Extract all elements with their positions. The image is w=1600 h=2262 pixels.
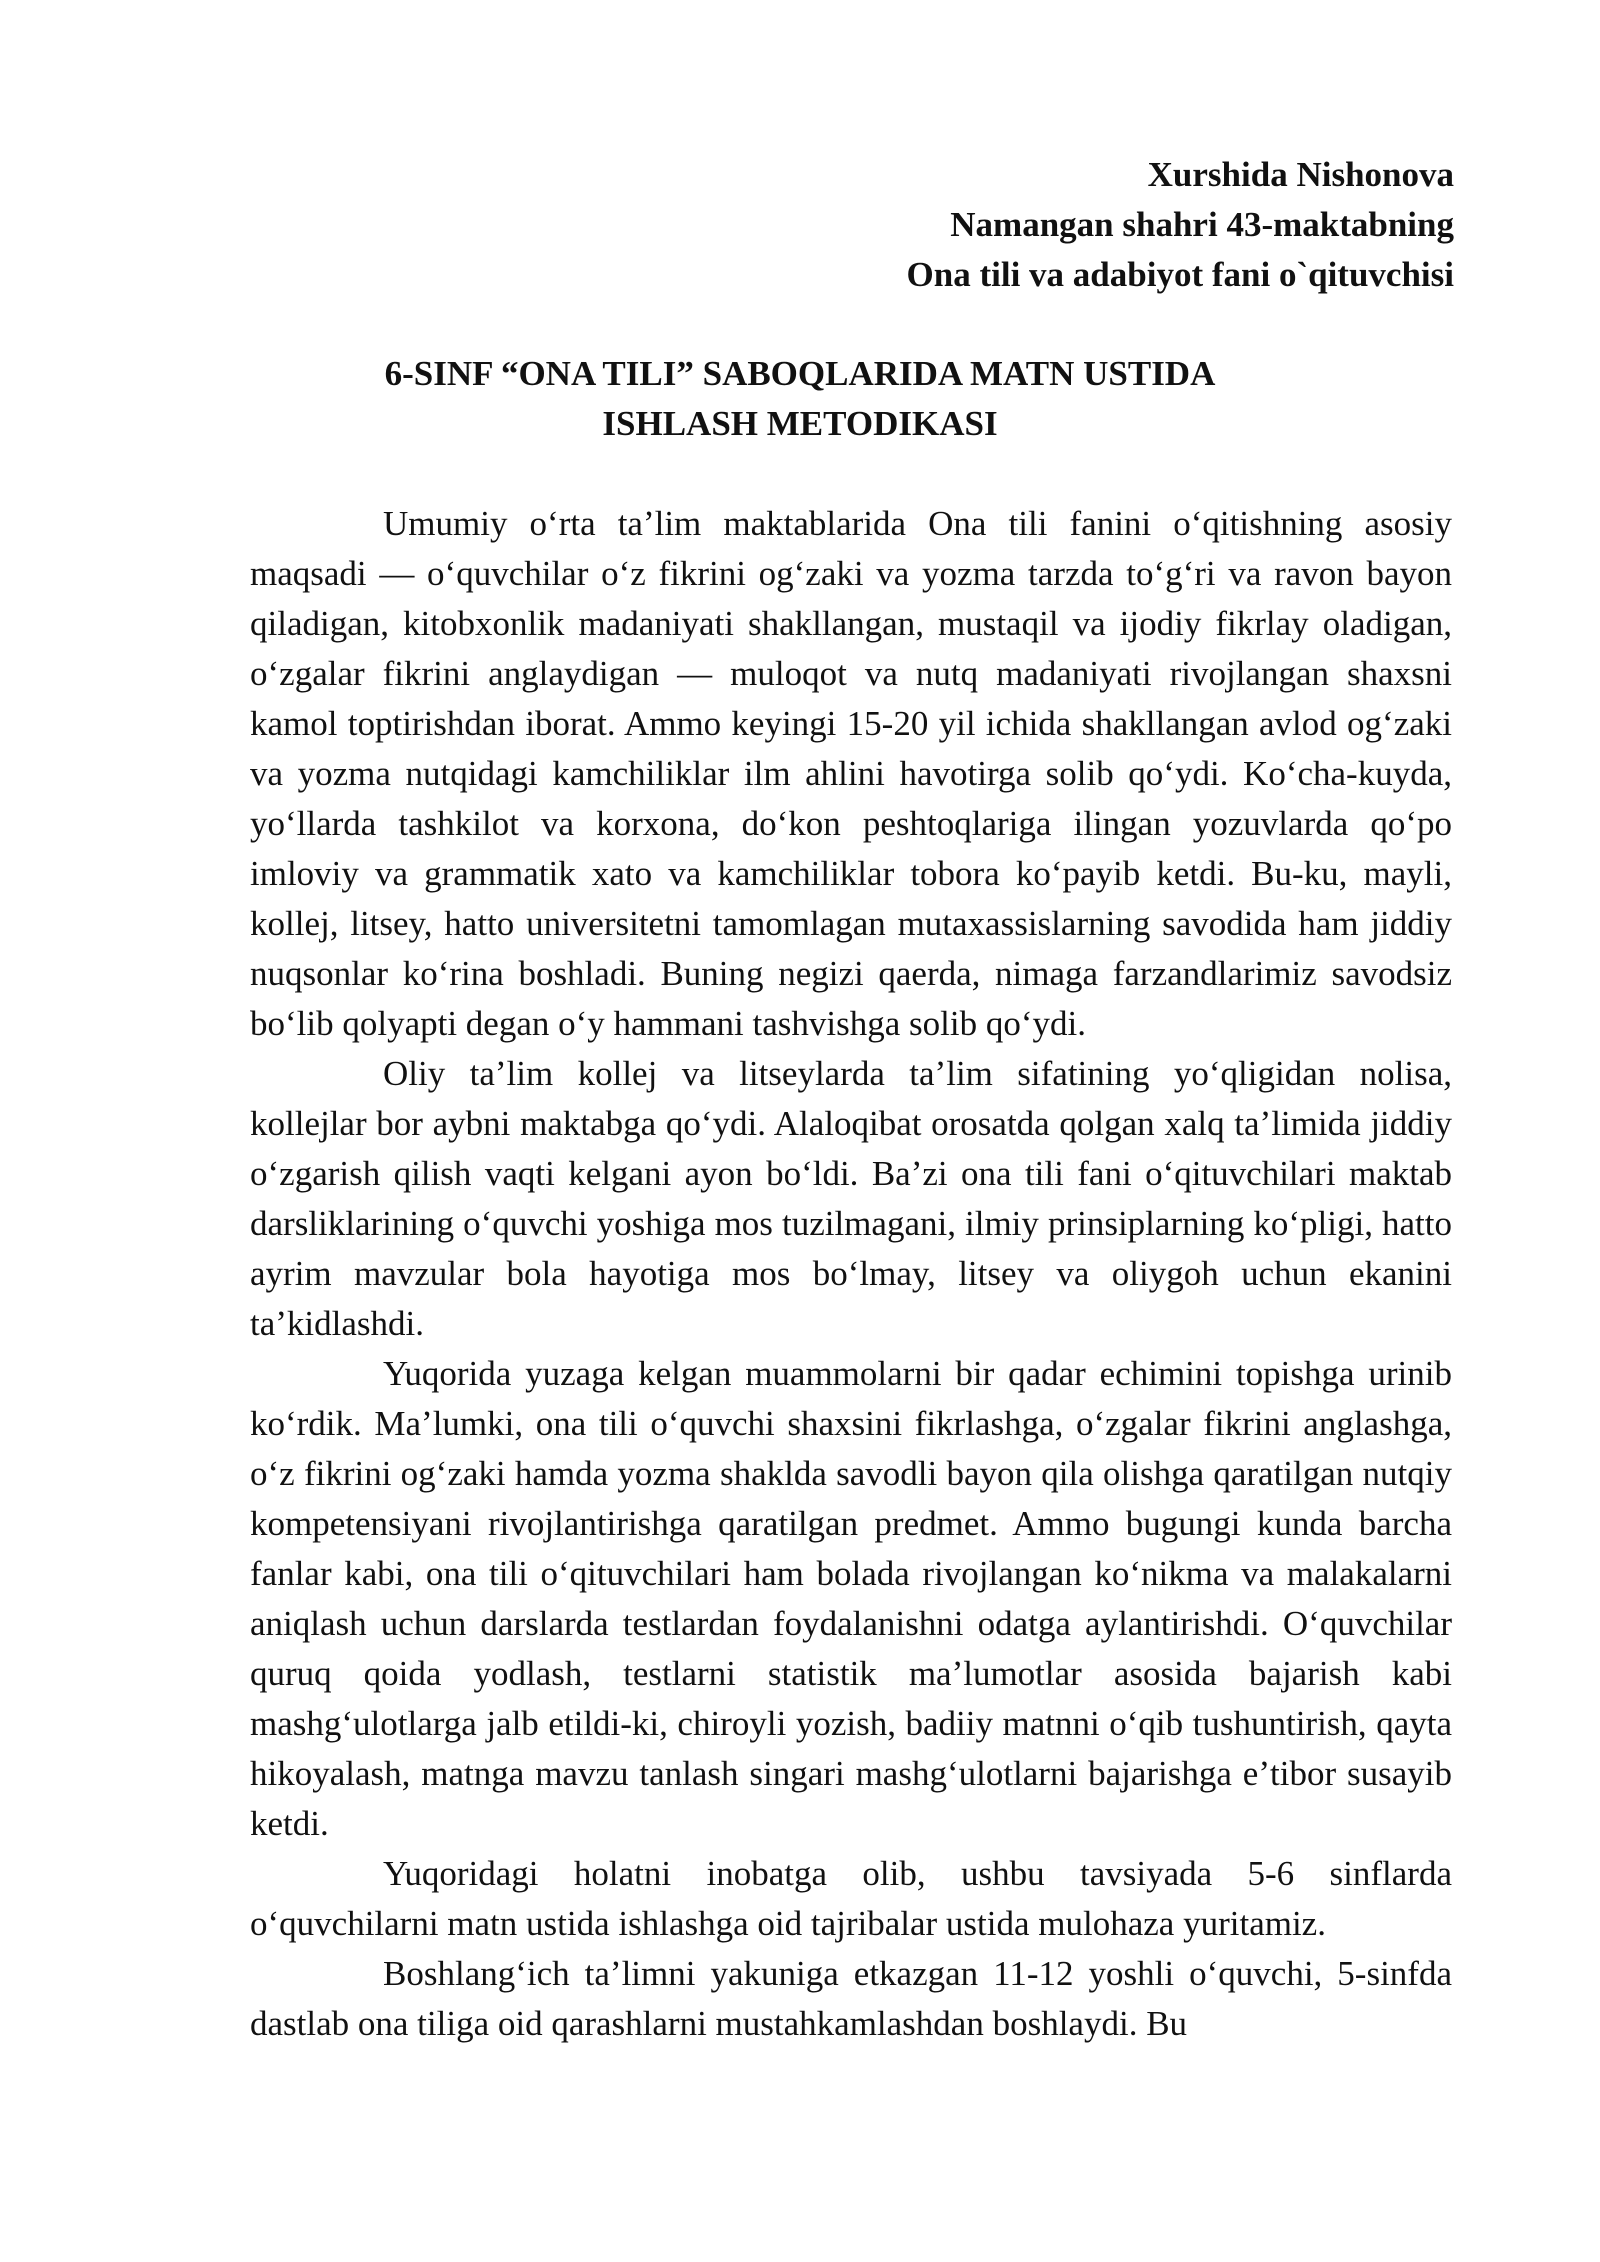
paragraph-2: Oliy taʼlim kollej va litseylarda taʼlim sifatining yoʻqligidan nolisa, kollejlar bor aybni maktabga qoʻydi. Alaloqibat orosatda qolgan xalq taʼlimida jiddiy oʻzgarish qilish vaqti kelgani ayon boʻldi. Baʼzi ona tili fani oʻqituvchilari maktab darsliklarining oʻquvchi yoshiga mos tuzilmagani, ilmiy prinsiplarning koʻpligi, hatto ayrim mavzular bola hayotiga mos boʻlmay, litsey va oliygoh uchun ekanini taʼkidlashdi. [250, 1054, 1452, 1343]
author-name: Xurshida Nishonova [1147, 155, 1454, 194]
article-body [250, 499, 1452, 2049]
paragraph-5: Boshlangʻich taʼlimni yakuniga etkazgan 11-12 yoshli oʻquvchi, 5-sinfda dastlab ona tiliga oid qarashlarni mustahkamlashdan boshlaydi. Bu [250, 1954, 1452, 2043]
author-position: Ona tili va adabiyot fani o`qituvchisi [906, 255, 1454, 294]
author-block [907, 150, 1454, 300]
title-line-1: 6-SINF “ONA TILI” SABOQLARIDA MATN USTIDA [384, 354, 1216, 393]
title-line-2: ISHLASH METODIKASI [602, 404, 998, 443]
document-title [250, 349, 1350, 449]
paragraph-1: Umumiy oʻrta taʼlim maktablarida Ona tili fanini oʻqitishning asosiy maqsadi — oʻquvchilar oʻz fikrini ogʻzaki va yozma tarzda toʻgʻri va ravon bayon qiladigan, kitobxonlik madaniyati shakllangan, mustaqil va ijodiy fikrlay oladigan, oʻzgalar fikrini anglaydigan — muloqot va nutq madaniyati rivojlangan shaxsni kamol toptirishdan iborat. Ammo keyingi 15-20 yil ichida shakllangan avlod ogʻzaki va yozma nutqidagi kamchiliklar ilm ahlini havotirga solib qoʻydi. Koʻcha-kuyda, yoʻllarda tashkilot va korxona, doʻkon peshtoqlariga ilingan yozuvlarda qoʻpo imloviy va grammatik xato va kamchiliklar tobora koʻpayib ketdi. Bu-ku, mayli, kollej, litsey, hatto universitetni tamomlagan mutaxassislarning savodida ham jiddiy nuqsonlar koʻrina boshladi. Buning negizi qaerda, nimaga farzandlarimiz savodsiz boʻlib qolyapti degan oʻy hammani tashvishga solib qoʻydi. [250, 504, 1452, 1043]
paragraph-3: Yuqorida yuzaga kelgan muammolarni bir qadar echimini topishga urinib koʻrdik. Maʼlumki, ona tili oʻquvchi shaxsini fikrlashga, oʻzgalar fikrini anglashga, oʻz fikrini ogʻzaki hamda yozma shaklda savodli bayon qila olishga qaratilgan nutqiy kompetensiyani rivojlantirishga qaratilgan predmet. Ammo bugungi kunda barcha fanlar kabi, ona tili oʻqituvchilari ham bolada rivojlangan koʻnikma va malakalarni aniqlash uchun darslarda testlardan foydalanishni odatga aylantirishdi. Oʻquvchilar quruq qoida yodlash, testlarni statistik maʼlumotlar asosida bajarish kabi mashgʻulotlarga jalb etildi-ki, chiroyli yozish, badiiy matnni oʻqib tushuntirish, qayta hikoyalash, matnga mavzu tanlash singari mashgʻulotlarni bajarishga eʼtibor susayib ketdi. [250, 1354, 1452, 1843]
paragraph-4: Yuqoridagi holatni inobatga olib, ushbu tavsiyada 5-6 sinflarda oʻquvchilarni matn ustida ishlashga oid tajribalar ustida mulohaza yuritamiz. [250, 1854, 1452, 1943]
author-school: Namangan shahri 43-maktabning [950, 205, 1454, 244]
